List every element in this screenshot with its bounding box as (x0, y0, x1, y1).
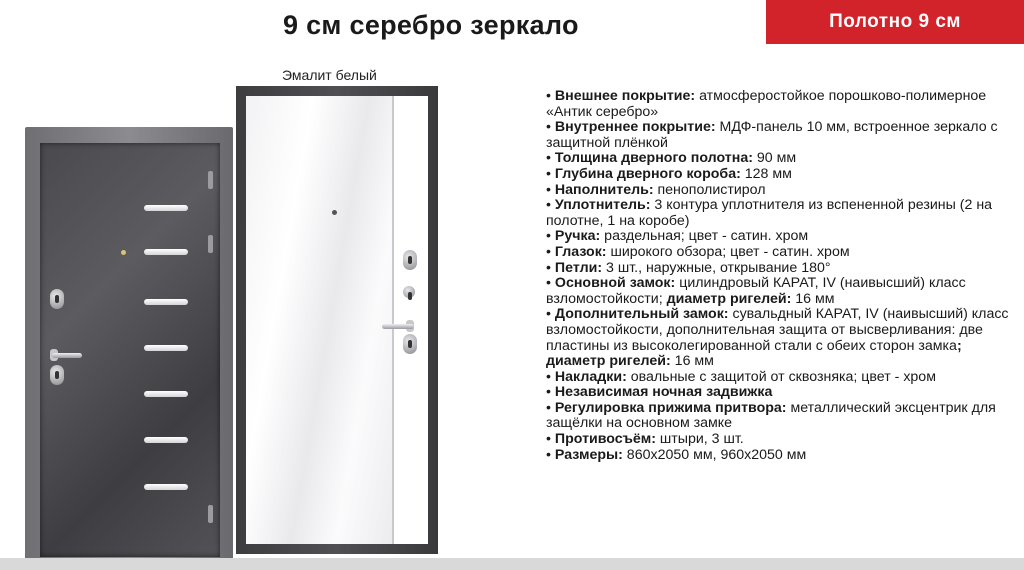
spec-item: • Накладки: овальные с защитой от сквозняка; цвет - хром (546, 368, 936, 385)
spec-item: • Толщина дверного полотна: 90 мм (546, 150, 797, 167)
decor-stripe (144, 205, 188, 211)
spec-item: • Глазок: широкого обзора; цвет - сатин. хром (546, 243, 850, 260)
upper-lock-icon (50, 289, 64, 309)
decor-stripe (144, 249, 188, 255)
spec-item: • Основной замок: цилиндровый КАРАТ, IV (наивысший) класс взломостойкости; диаметр ригелей: 16 мм (546, 275, 966, 307)
decor-stripe (144, 484, 188, 490)
decor-stripe (144, 345, 188, 351)
specs-list (546, 89, 1014, 463)
spec-item: • Независимая ночная задвижка (546, 384, 773, 401)
bottom-strip (0, 558, 1024, 570)
upper-lock-icon (403, 250, 417, 270)
lower-lock-icon (403, 334, 417, 354)
door-back-image (236, 86, 438, 554)
door-front-leaf (40, 143, 220, 557)
door-handle-icon (52, 353, 82, 358)
peephole-icon (332, 210, 337, 215)
spec-item: • Регулировка прижима притвора: металлический эксцентрик для защёлки на основном замке (546, 399, 996, 432)
spec-item: • Внутреннее покрытие: МДФ-панель 10 мм, встроенное зеркало с защитной плёнкой (546, 119, 998, 151)
panel-thickness-badge: Полотно 9 см (766, 0, 1024, 44)
decor-stripe (144, 437, 188, 443)
turn-knob-icon (403, 286, 415, 298)
page-title: 9 см серебро зеркало (283, 10, 579, 40)
hinge-icon (208, 505, 213, 523)
spec-item: • Дополнительный замок: сувальдный КАРАТ, IV (наивысший) класс взломостойкости, дополнительная защита от высверливания: две пластины из высоколегированной стали с обеих сторон замка; диаметр ригелей: 16 мм (546, 306, 1009, 370)
spec-item: • Наполнитель: пенополистирол (546, 181, 766, 198)
lower-lock-icon (50, 365, 64, 385)
decor-stripe (144, 299, 188, 305)
door-handle-icon (382, 324, 414, 329)
spec-item: • Уплотнитель: 3 контура уплотнителя из вспененной резины (2 на полотне, 1 на коробе) (546, 197, 993, 229)
peephole-icon (121, 250, 126, 255)
hinge-icon (208, 235, 213, 253)
spec-item: • Размеры: 860х2050 мм, 960х2050 мм (546, 446, 807, 463)
door-mirror (246, 96, 392, 544)
hinge-icon (208, 171, 213, 189)
decor-stripe (144, 391, 188, 397)
spec-item: • Ручка: раздельная; цвет - сатин. хром (546, 228, 809, 245)
mirror-edge (392, 96, 394, 544)
door-front-image (25, 127, 233, 563)
spec-item: • Внешнее покрытие: атмосферостойкое порошково-полимерное «Антик серебро» (546, 88, 987, 120)
spec-item: • Противосъём: штыри, 3 шт. (546, 431, 744, 448)
back-door-caption: Эмалит белый (282, 67, 377, 83)
spec-item: • Петли: 3 шт., наружные, открывание 180° (546, 259, 831, 276)
spec-item: • Глубина дверного короба: 128 мм (546, 165, 792, 182)
